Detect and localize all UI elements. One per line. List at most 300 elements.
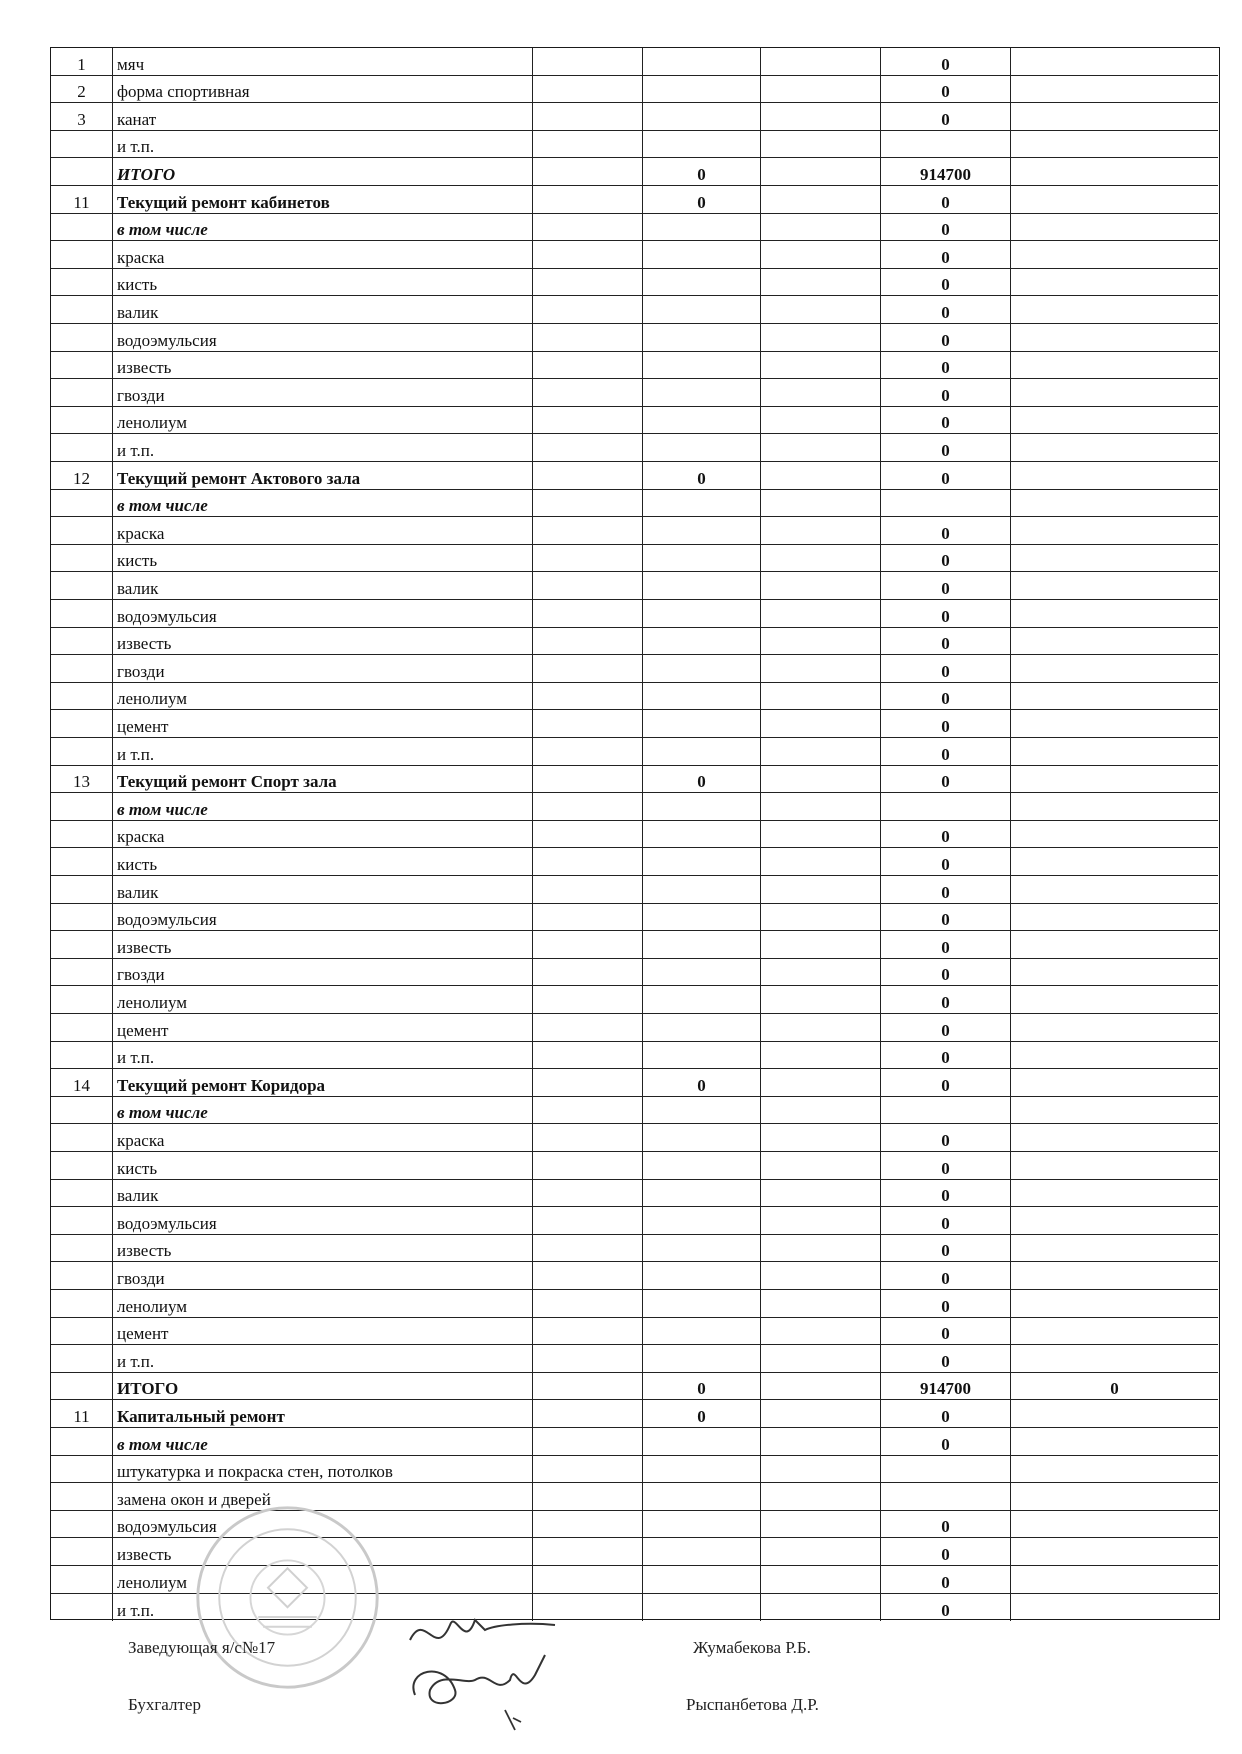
- cell-value: [643, 1124, 761, 1152]
- cell-empty: [761, 1373, 881, 1401]
- cell-value: [643, 131, 761, 159]
- cell-empty: [761, 1180, 881, 1208]
- row-number: [51, 241, 113, 269]
- cell-empty: [761, 1014, 881, 1042]
- cell-total: 0: [881, 434, 1011, 462]
- cell-value: [643, 379, 761, 407]
- cell-total: 0: [881, 48, 1011, 76]
- cell-value: [643, 1456, 761, 1484]
- cell-value: [643, 490, 761, 518]
- cell-total: 0: [881, 1180, 1011, 1208]
- row-number: 3: [51, 103, 113, 131]
- table-row: [51, 214, 1219, 242]
- cell-value: [643, 1180, 761, 1208]
- row-name: известь: [113, 931, 533, 959]
- table-row: [51, 904, 1219, 932]
- cell-value: [1011, 683, 1218, 711]
- cell-value: [1011, 1511, 1218, 1539]
- row-number: [51, 1262, 113, 1290]
- cell-empty: [533, 324, 643, 352]
- row-name: мяч: [113, 48, 533, 76]
- row-number: [51, 324, 113, 352]
- cell-total: [881, 131, 1011, 159]
- cell-empty: [761, 1207, 881, 1235]
- cell-empty: [761, 600, 881, 628]
- cell-value: [1011, 1456, 1218, 1484]
- table-row: [51, 1373, 1219, 1401]
- row-name: в том числе: [113, 1428, 533, 1456]
- row-name: краска: [113, 241, 533, 269]
- cell-empty: [533, 103, 643, 131]
- row-name: гвозди: [113, 655, 533, 683]
- cell-empty: [761, 1262, 881, 1290]
- cell-total: 0: [881, 1511, 1011, 1539]
- cell-empty: [761, 1345, 881, 1373]
- row-number: 11: [51, 1400, 113, 1428]
- accountant-name: Рыспанбетова Д.Р.: [686, 1695, 819, 1714]
- row-number: [51, 904, 113, 932]
- cell-value: [643, 324, 761, 352]
- row-name: и т.п.: [113, 738, 533, 766]
- cell-total: 0: [881, 545, 1011, 573]
- row-number: [51, 131, 113, 159]
- row-name: Текущий ремонт Актового зала: [113, 462, 533, 490]
- row-name: канат: [113, 103, 533, 131]
- cell-value: [1011, 710, 1218, 738]
- cell-total: [881, 490, 1011, 518]
- cell-empty: [761, 407, 881, 435]
- table-row: [51, 1262, 1219, 1290]
- row-name: гвозди: [113, 1262, 533, 1290]
- cell-total: 0: [881, 1538, 1011, 1566]
- cell-value: [1011, 1069, 1218, 1097]
- cell-empty: [761, 103, 881, 131]
- row-number: [51, 269, 113, 297]
- table-row: [51, 572, 1219, 600]
- row-number: [51, 1097, 113, 1125]
- cell-total: 0: [881, 738, 1011, 766]
- table-row: [51, 766, 1219, 794]
- cell-empty: [761, 352, 881, 380]
- row-number: [51, 876, 113, 904]
- cell-empty: [761, 904, 881, 932]
- row-name: и т.п.: [113, 1594, 533, 1622]
- cell-value: [643, 628, 761, 656]
- cell-total: 0: [881, 904, 1011, 932]
- cell-value: [643, 48, 761, 76]
- cell-empty: [533, 1373, 643, 1401]
- table-row: [51, 490, 1219, 518]
- table-row: [51, 241, 1219, 269]
- row-name: замена окон и дверей: [113, 1483, 533, 1511]
- cell-value: [643, 1538, 761, 1566]
- cell-value: [1011, 1042, 1218, 1070]
- cell-empty: [761, 545, 881, 573]
- row-number: 1: [51, 48, 113, 76]
- row-name: водоэмульсия: [113, 904, 533, 932]
- cell-total: 0: [881, 1566, 1011, 1594]
- cell-value: 0: [643, 1373, 761, 1401]
- cell-value: [1011, 738, 1218, 766]
- cell-empty: [533, 76, 643, 104]
- table-row: [51, 324, 1219, 352]
- cell-empty: [761, 1042, 881, 1070]
- cell-empty: [533, 848, 643, 876]
- cell-value: [1011, 1538, 1218, 1566]
- head-title: Заведующая я/с№17: [128, 1638, 276, 1657]
- cell-empty: [533, 1124, 643, 1152]
- cell-value: [1011, 186, 1218, 214]
- cell-value: [1011, 296, 1218, 324]
- table-row: [51, 1400, 1219, 1428]
- cell-total: [881, 1097, 1011, 1125]
- row-name: цемент: [113, 1318, 533, 1346]
- cell-value: [643, 1345, 761, 1373]
- row-number: [51, 1594, 113, 1622]
- cell-empty: [761, 793, 881, 821]
- row-number: [51, 1538, 113, 1566]
- row-number: [51, 821, 113, 849]
- row-name: цемент: [113, 710, 533, 738]
- row-number: [51, 379, 113, 407]
- row-name: водоэмульсия: [113, 600, 533, 628]
- cell-value: [1011, 1594, 1218, 1622]
- cell-total: 0: [881, 186, 1011, 214]
- cell-empty: [761, 1483, 881, 1511]
- cell-value: [1011, 269, 1218, 297]
- cell-value: [643, 517, 761, 545]
- row-name: Текущий ремонт Спорт зала: [113, 766, 533, 794]
- cell-value: [1011, 793, 1218, 821]
- cell-empty: [533, 931, 643, 959]
- cell-value: [1011, 821, 1218, 849]
- cell-value: [643, 710, 761, 738]
- row-number: [51, 1152, 113, 1180]
- row-number: [51, 959, 113, 987]
- table-row: [51, 379, 1219, 407]
- cell-value: [1011, 959, 1218, 987]
- cell-value: [643, 241, 761, 269]
- cell-total: [881, 1456, 1011, 1484]
- row-name: и т.п.: [113, 131, 533, 159]
- row-name: гвозди: [113, 959, 533, 987]
- cell-value: [643, 214, 761, 242]
- table-row: [51, 1097, 1219, 1125]
- table-row: [51, 103, 1219, 131]
- row-number: [51, 1180, 113, 1208]
- cell-value: [1011, 131, 1218, 159]
- cell-empty: [761, 214, 881, 242]
- table-row: [51, 1456, 1219, 1484]
- cell-empty: [761, 1538, 881, 1566]
- row-name: ленолиум: [113, 1290, 533, 1318]
- cell-value: [1011, 1318, 1218, 1346]
- cell-value: [1011, 352, 1218, 380]
- cell-value: [643, 738, 761, 766]
- cell-total: 0: [881, 655, 1011, 683]
- cell-value: [1011, 1235, 1218, 1263]
- row-number: [51, 490, 113, 518]
- cell-empty: [761, 710, 881, 738]
- row-name: краска: [113, 517, 533, 545]
- cell-empty: [761, 1318, 881, 1346]
- cell-empty: [761, 158, 881, 186]
- cell-empty: [533, 683, 643, 711]
- cell-total: 0: [881, 1262, 1011, 1290]
- cell-total: 0: [881, 821, 1011, 849]
- table-row: [51, 1428, 1219, 1456]
- cell-total: 914700: [881, 158, 1011, 186]
- cell-value: [1011, 1124, 1218, 1152]
- cell-empty: [533, 352, 643, 380]
- row-number: [51, 1014, 113, 1042]
- cell-empty: [761, 1069, 881, 1097]
- cell-value: 0: [643, 766, 761, 794]
- row-name: краска: [113, 821, 533, 849]
- table-row: [51, 434, 1219, 462]
- cell-total: 0: [881, 462, 1011, 490]
- table-row: [51, 545, 1219, 573]
- row-number: [51, 517, 113, 545]
- table-row: [51, 131, 1219, 159]
- cell-value: [643, 793, 761, 821]
- cell-total: 0: [881, 876, 1011, 904]
- row-name: известь: [113, 1538, 533, 1566]
- cell-empty: [761, 490, 881, 518]
- table-row: [51, 1235, 1219, 1263]
- row-number: [51, 214, 113, 242]
- cell-empty: [761, 1511, 881, 1539]
- row-name: кисть: [113, 269, 533, 297]
- cell-value: [643, 1318, 761, 1346]
- cell-value: [643, 1097, 761, 1125]
- cell-empty: [761, 241, 881, 269]
- row-name: кисть: [113, 848, 533, 876]
- cell-value: [643, 1207, 761, 1235]
- row-number: [51, 1318, 113, 1346]
- cell-empty: [761, 48, 881, 76]
- table-row: [51, 1207, 1219, 1235]
- row-number: [51, 683, 113, 711]
- cell-value: [1011, 986, 1218, 1014]
- cell-total: 0: [881, 1207, 1011, 1235]
- cell-empty: [761, 1566, 881, 1594]
- cell-empty: [761, 517, 881, 545]
- row-name: водоэмульсия: [113, 1511, 533, 1539]
- table-row: [51, 1290, 1219, 1318]
- cell-empty: [533, 1290, 643, 1318]
- cell-value: [1011, 517, 1218, 545]
- cell-empty: [533, 48, 643, 76]
- cell-empty: [761, 821, 881, 849]
- cell-total: 0: [881, 1042, 1011, 1070]
- row-number: [51, 1345, 113, 1373]
- table-row: [51, 793, 1219, 821]
- cell-empty: [533, 1014, 643, 1042]
- cell-empty: [533, 904, 643, 932]
- cell-empty: [761, 1124, 881, 1152]
- cell-total: 0: [881, 1069, 1011, 1097]
- cell-empty: [761, 76, 881, 104]
- table-row: [51, 683, 1219, 711]
- cell-total: 0: [881, 600, 1011, 628]
- cell-value: [1011, 628, 1218, 656]
- cell-empty: [533, 158, 643, 186]
- cell-total: 0: [881, 959, 1011, 987]
- cell-total: 0: [881, 1400, 1011, 1428]
- table-row: [51, 1124, 1219, 1152]
- cell-value: [643, 407, 761, 435]
- cell-value: 0: [643, 1069, 761, 1097]
- table-row: [51, 296, 1219, 324]
- row-number: 11: [51, 186, 113, 214]
- cell-empty: [533, 269, 643, 297]
- cell-value: [643, 931, 761, 959]
- cell-empty: [533, 1235, 643, 1263]
- cell-value: [643, 1566, 761, 1594]
- cell-total: 0: [881, 103, 1011, 131]
- table-row: [51, 821, 1219, 849]
- cell-total: 0: [881, 683, 1011, 711]
- cell-value: [1011, 214, 1218, 242]
- cell-empty: [533, 821, 643, 849]
- cell-empty: [533, 490, 643, 518]
- table-row: [51, 1180, 1219, 1208]
- cell-value: [643, 683, 761, 711]
- cell-empty: [533, 959, 643, 987]
- row-number: [51, 352, 113, 380]
- table-row: [51, 738, 1219, 766]
- cell-empty: [533, 1262, 643, 1290]
- cell-total: 0: [881, 931, 1011, 959]
- cell-total: 0: [881, 352, 1011, 380]
- row-name: ИТОГО: [113, 158, 533, 186]
- cell-empty: [761, 131, 881, 159]
- cell-value: [1011, 766, 1218, 794]
- row-number: [51, 931, 113, 959]
- cell-empty: [533, 986, 643, 1014]
- table-row: [51, 931, 1219, 959]
- cell-empty: [761, 324, 881, 352]
- cell-value: 0: [643, 158, 761, 186]
- cell-empty: [533, 517, 643, 545]
- cell-value: [1011, 1180, 1218, 1208]
- cell-value: [1011, 848, 1218, 876]
- cell-value: [643, 434, 761, 462]
- row-number: [51, 545, 113, 573]
- table-row: [51, 600, 1219, 628]
- row-number: [51, 1235, 113, 1263]
- accountant-title: Бухгалтер: [128, 1695, 201, 1714]
- row-number: [51, 1042, 113, 1070]
- row-name: Текущий ремонт Коридора: [113, 1069, 533, 1097]
- cell-total: 0: [881, 269, 1011, 297]
- cell-value: [1011, 1566, 1218, 1594]
- cell-value: [643, 1290, 761, 1318]
- cell-empty: [761, 959, 881, 987]
- cell-empty: [533, 545, 643, 573]
- table-row: [51, 876, 1219, 904]
- cell-value: [1011, 931, 1218, 959]
- row-name: валик: [113, 572, 533, 600]
- cell-value: [643, 1511, 761, 1539]
- table-row: [51, 848, 1219, 876]
- cell-total: 0: [881, 710, 1011, 738]
- cell-total: 0: [881, 76, 1011, 104]
- table-row: [51, 48, 1219, 76]
- cell-total: 0: [881, 296, 1011, 324]
- cell-empty: [533, 655, 643, 683]
- row-name: в том числе: [113, 1097, 533, 1125]
- table-row: [51, 517, 1219, 545]
- cell-empty: [533, 462, 643, 490]
- cell-total: 0: [881, 1124, 1011, 1152]
- row-name: Капитальный ремонт: [113, 1400, 533, 1428]
- cell-total: 0: [881, 1290, 1011, 1318]
- cell-total: 0: [881, 628, 1011, 656]
- cell-empty: [761, 379, 881, 407]
- cell-empty: [761, 683, 881, 711]
- cell-total: 0: [881, 241, 1011, 269]
- cell-total: 0: [881, 407, 1011, 435]
- cell-empty: [761, 628, 881, 656]
- cell-value: [643, 986, 761, 1014]
- cell-value: [1011, 1262, 1218, 1290]
- cell-total: 0: [881, 1152, 1011, 1180]
- cell-empty: [533, 793, 643, 821]
- table-row: [51, 655, 1219, 683]
- cell-total: 0: [881, 1345, 1011, 1373]
- cell-empty: [533, 379, 643, 407]
- table-row: [51, 986, 1219, 1014]
- cell-empty: [533, 1042, 643, 1070]
- row-number: [51, 434, 113, 462]
- row-name: водоэмульсия: [113, 1207, 533, 1235]
- cell-empty: [761, 931, 881, 959]
- cell-empty: [533, 628, 643, 656]
- cell-value: [643, 600, 761, 628]
- cell-empty: [761, 655, 881, 683]
- cell-value: [1011, 545, 1218, 573]
- cell-empty: [761, 462, 881, 490]
- table-row: [51, 1152, 1219, 1180]
- cell-total: 0: [881, 324, 1011, 352]
- cell-empty: [533, 214, 643, 242]
- cell-value: [1011, 324, 1218, 352]
- cell-total: 0: [881, 572, 1011, 600]
- row-name: водоэмульсия: [113, 324, 533, 352]
- row-name: известь: [113, 352, 533, 380]
- row-number: [51, 1483, 113, 1511]
- row-number: 14: [51, 1069, 113, 1097]
- cell-value: 0: [1011, 1373, 1218, 1401]
- row-number: [51, 1290, 113, 1318]
- cell-value: [1011, 1097, 1218, 1125]
- cell-empty: [533, 1400, 643, 1428]
- table-row: [51, 959, 1219, 987]
- row-name: известь: [113, 628, 533, 656]
- cell-empty: [761, 1097, 881, 1125]
- cell-value: [643, 1152, 761, 1180]
- row-name: краска: [113, 1124, 533, 1152]
- cell-value: [1011, 1345, 1218, 1373]
- cell-value: [643, 655, 761, 683]
- cell-value: [1011, 1400, 1218, 1428]
- row-number: [51, 986, 113, 1014]
- table-row: [51, 710, 1219, 738]
- cell-value: [1011, 434, 1218, 462]
- head-name: Жумабекова Р.Б.: [693, 1638, 811, 1657]
